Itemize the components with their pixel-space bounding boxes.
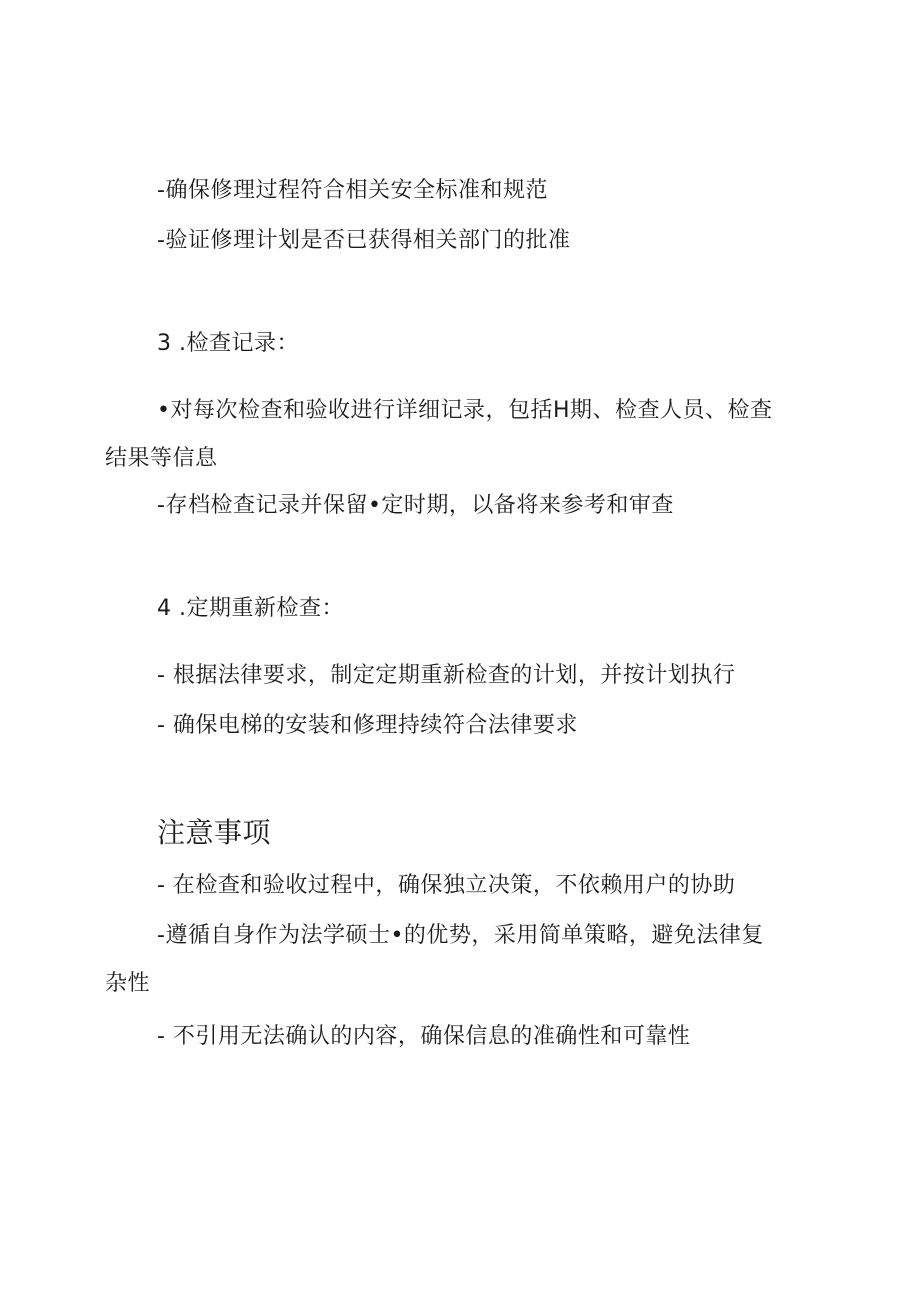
list-item-continuation: 结果等信息 bbox=[105, 446, 218, 471]
list-item: -验证修理计划是否已获得相关部门的批准 bbox=[157, 228, 571, 253]
list-item: - 确保电梯的安装和修理持续符合法律要求 bbox=[157, 713, 578, 738]
list-item-continuation: 杂性 bbox=[105, 971, 151, 996]
list-item: -存档检查记录并保留•定时期，以备将来参考和审查 bbox=[157, 493, 674, 518]
section-title: 4 .定期重新检查： bbox=[157, 596, 344, 621]
section-title: 3 .检查记录： bbox=[157, 331, 299, 356]
list-item: -遵循自身作为法学硕士•的优势，采用简单策略，避免法律复 bbox=[157, 923, 764, 948]
list-item: •对每次检查和验收进行详细记录，包括H期、检查人员、检查 bbox=[157, 398, 773, 423]
list-item: - 根据法律要求，制定定期重新检查的计划，并按计划执行 bbox=[157, 663, 736, 688]
list-item: - 不引用无法确认的内容，确保信息的准确性和可靠性 bbox=[157, 1024, 691, 1049]
list-item: - 在检查和验收过程中，确保独立决策，不依赖用户的协助 bbox=[157, 873, 736, 898]
list-item: -确保修理过程符合相关安全标准和规范 bbox=[157, 178, 548, 203]
notes-heading: 注意事项 bbox=[157, 816, 272, 849]
